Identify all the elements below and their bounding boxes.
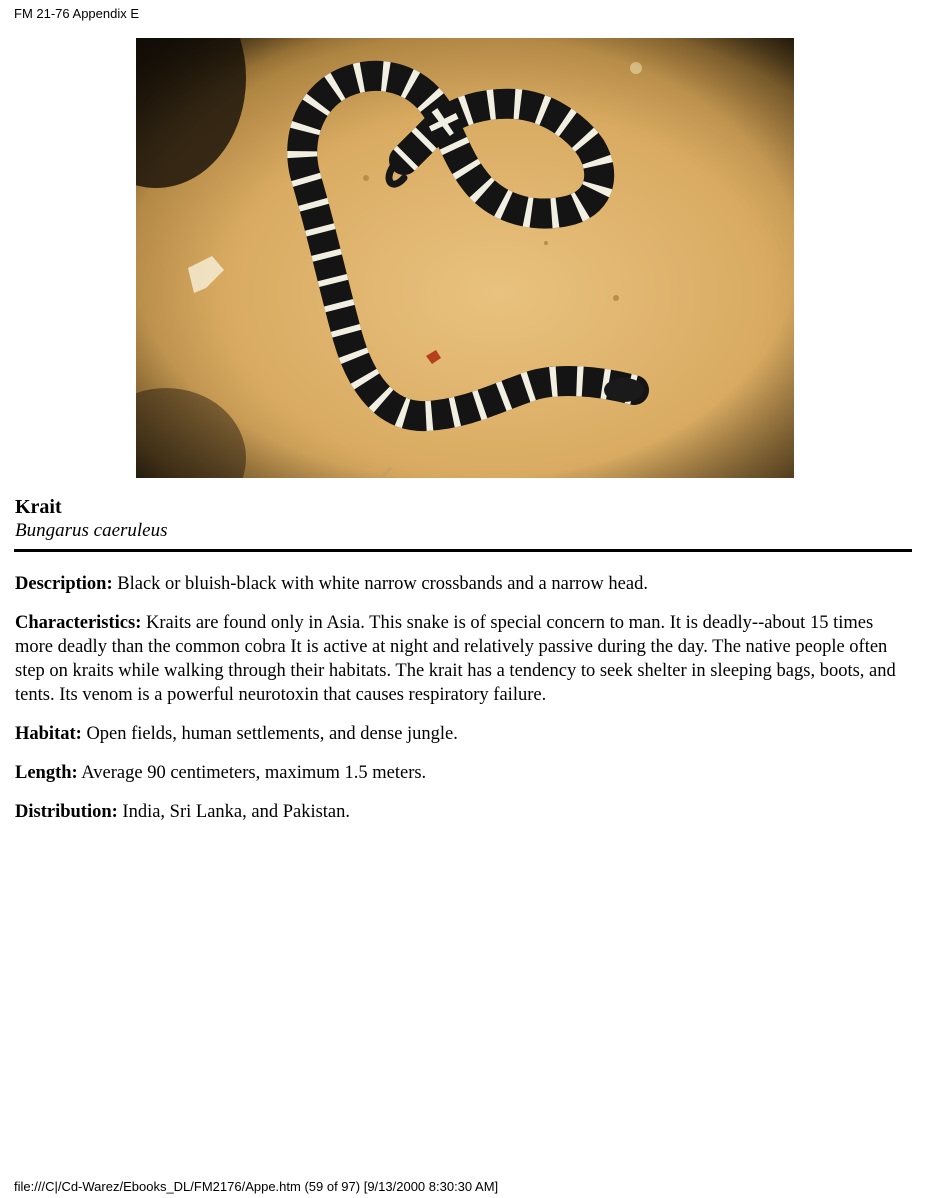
krait-photo — [136, 38, 794, 478]
page-header: FM 21-76 Appendix E — [14, 6, 140, 21]
distribution-label: Distribution: — [15, 802, 118, 822]
species-details — [15, 572, 907, 839]
species-name-block — [15, 495, 168, 543]
section-divider — [14, 549, 912, 552]
length-text: Average 90 centimeters, maximum 1.5 meters. — [77, 763, 427, 783]
distribution-paragraph — [15, 800, 907, 824]
description-paragraph — [15, 572, 907, 596]
length-label: Length: — [15, 763, 78, 783]
length-paragraph — [15, 761, 907, 785]
distribution-text: India, Sri Lanka, and Pakistan. — [117, 802, 351, 822]
scientific-name: Bungarus caeruleus — [15, 520, 168, 541]
page-footer: file:///C|/Cd-Warez/Ebooks_DL/FM2176/Appe.htm (59 of 97) [9/13/2000 8:30:30 AM] — [14, 1179, 499, 1194]
habitat-paragraph — [15, 722, 907, 746]
habitat-text: Open fields, human settlements, and dense jungle. — [81, 724, 458, 744]
description-label: Description: — [15, 574, 113, 594]
description-text: Black or bluish-black with white narrow crossbands and a narrow head. — [112, 574, 648, 594]
characteristics-text: Kraits are found only in Asia. This snake is of special concern to man. It is deadly--about 15 times more deadly than the common cobra It is active at night and relatively passive during the day. The native people often step on kraits while walking through their habitats. The krait has a tendency to seek shelter in sleeping bags, boots, and tents. Its venom is a powerful neurotoxin that causes respiratory failure. — [15, 613, 896, 705]
common-name: Krait — [15, 496, 62, 518]
habitat-label: Habitat: — [15, 724, 82, 744]
characteristics-paragraph — [15, 611, 907, 707]
characteristics-label: Characteristics: — [15, 613, 142, 633]
